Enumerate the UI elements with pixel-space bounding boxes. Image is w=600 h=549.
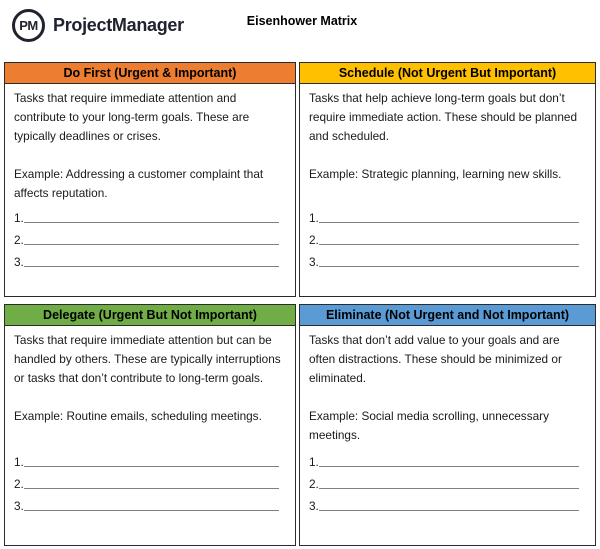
blank-line-rule [24, 222, 279, 223]
quadrant-example: Example: Strategic planning, learning new skills. [309, 167, 562, 181]
quadrant-delegate-header: Delegate (Urgent But Not Important) [5, 305, 295, 326]
blank-line-rule [24, 466, 279, 467]
quadrant-schedule-header: Schedule (Not Urgent But Important) [300, 63, 595, 84]
fill-in-line [14, 247, 279, 269]
quadrant-description: Tasks that require immediate attention but can be handled by others. These are typically interruptions or tasks that don’t contribute to long-term goals. [14, 333, 281, 385]
line-number: 3. [309, 499, 319, 513]
quadrant-schedule-body [300, 84, 595, 296]
fill-in-line [309, 203, 579, 225]
blank-line-rule [319, 244, 579, 245]
page-title: Eisenhower Matrix [246, 14, 358, 28]
brand-name: ProjectManager [53, 15, 184, 35]
blank-line-rule [319, 466, 579, 467]
line-number: 1. [14, 211, 24, 225]
line-number: 3. [14, 499, 24, 513]
fill-in-line [14, 203, 279, 225]
fill-in-line [309, 247, 579, 269]
quadrant-description: Tasks that don’t add value to your goals and are often distractions. These should be minimized or eliminated. [309, 333, 562, 385]
blank-line-rule [24, 266, 279, 267]
blank-line-rule [319, 266, 579, 267]
line-number: 2. [309, 477, 319, 491]
quadrant-example: Example: Addressing a customer complaint that affects reputation. [14, 167, 264, 200]
line-number: 2. [14, 477, 24, 491]
line-number: 1. [309, 211, 319, 225]
quadrant-do-first-header: Do First (Urgent & Important) [5, 63, 295, 84]
line-number: 2. [14, 233, 24, 247]
blank-line-rule [319, 222, 579, 223]
brand-header [12, 9, 184, 42]
line-number: 2. [309, 233, 319, 247]
quadrant-eliminate-body [300, 326, 595, 545]
blank-line-rule [319, 488, 579, 489]
quadrant-description: Tasks that require immediate attention and contribute to your long-term goals. These are typically deadlines or crises. [14, 91, 250, 143]
fill-in-line [14, 225, 279, 247]
line-number: 1. [14, 455, 24, 469]
quadrant-delegate [4, 304, 296, 546]
quadrant-delegate-body [5, 326, 295, 545]
fill-in-line [309, 491, 579, 513]
projectmanager-logo-icon [12, 9, 45, 42]
blank-line-rule [319, 510, 579, 511]
fill-in-lines [14, 203, 279, 269]
quadrant-example: Example: Social media scrolling, unnecessary meetings. [309, 409, 549, 442]
line-number: 3. [309, 255, 319, 269]
quadrant-schedule [299, 62, 596, 297]
fill-in-line [14, 447, 279, 469]
eisenhower-matrix [4, 62, 596, 546]
fill-in-line [309, 447, 579, 469]
fill-in-line [309, 225, 579, 247]
quadrant-description: Tasks that help achieve long-term goals but don’t require immediate action. These should be planned and scheduled. [309, 91, 578, 143]
fill-in-line [309, 469, 579, 491]
fill-in-lines [309, 447, 579, 513]
fill-in-line [14, 491, 279, 513]
line-number: 3. [14, 255, 24, 269]
line-number: 1. [309, 455, 319, 469]
logo-monogram: PM [19, 18, 38, 33]
blank-line-rule [24, 510, 279, 511]
quadrant-do-first-body [5, 84, 295, 296]
quadrant-do-first [4, 62, 296, 297]
fill-in-lines [309, 203, 579, 269]
quadrant-example: Example: Routine emails, scheduling meetings. [14, 409, 262, 423]
quadrant-eliminate-header: Eliminate (Not Urgent and Not Important) [300, 305, 595, 326]
fill-in-lines [14, 447, 279, 513]
quadrant-eliminate [299, 304, 596, 546]
blank-line-rule [24, 244, 279, 245]
fill-in-line [14, 469, 279, 491]
blank-line-rule [24, 488, 279, 489]
